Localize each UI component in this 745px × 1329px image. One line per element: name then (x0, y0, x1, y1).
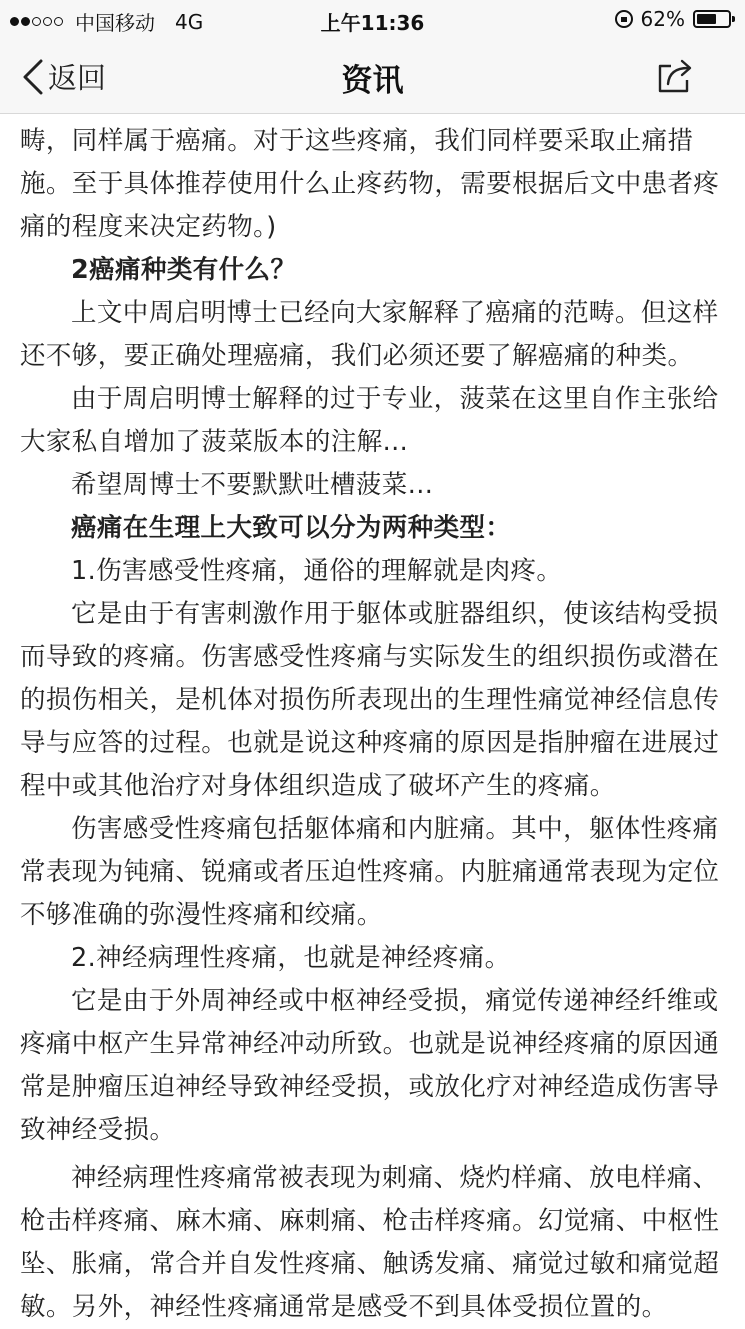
back-label: 返回 (48, 61, 107, 95)
battery-fill (697, 14, 716, 24)
article-paragraph: 上文中周启明博士已经向大家解释了癌痛的范畴。但这样还不够，要正确处理癌痛，我们必须还要了解癌痛的种类。 (20, 298, 719, 371)
status-right (615, 7, 731, 31)
carrier-name: 中国移动 (75, 11, 155, 35)
article-paragraph: 2.神经病理性疼痛，也就是神经疼痛。 (71, 943, 511, 973)
share-button[interactable] (657, 56, 695, 98)
article-paragraph: 它是由于外周神经或中枢神经受损，痛觉传递神经纤维或疼痛中枢产生异常神经冲动所致。也就是说神经疼痛的原因通常是肿瘤压迫神经导致神经受损，或放化疗对神经造成伤害导致神经受损。 (20, 986, 720, 1145)
article-paragraph: 希望周博士不要默默吐槽菠菜... (71, 470, 434, 500)
section-heading: 癌痛在生理上大致可以分为两种类型： (71, 513, 512, 543)
article-paragraph: 1.伤害感受性疼痛，通俗的理解就是肉疼。 (71, 556, 563, 586)
article-paragraph: 神经病理性疼痛常被表现为刺痛、烧灼样痛、放电样痛、枪击样疼痛、麻木痛、麻刺痛、枪击样疼痛。幻觉痛、中枢性坠、胀痛，常合并自发性疼痛、触诱发痛、痛觉过敏和痛觉超敏。另外，神经性疼痛通常是感受不到具体受损位置的。 (20, 1163, 720, 1322)
section-heading: 2癌痛种类有什么？ (71, 255, 297, 285)
battery-icon (693, 10, 731, 28)
page-title: 资讯 (341, 63, 404, 99)
share-icon (657, 56, 695, 94)
article-body (0, 114, 745, 1329)
status-time: 上午11:36 (320, 11, 425, 35)
network-type: 4G (175, 9, 204, 34)
rotation-lock-icon (615, 10, 633, 28)
article-paragraph: 它是由于有害刺激作用于躯体或脏器组织，使该结构受损而导致的疼痛。伤害感受性疼痛与实际发生的组织损伤或潜在的损伤相关，是机体对损伤所表现出的生理性痛觉神经信息传导与应答的过程。也就是说这种疼痛的原因是指肿瘤在进展过程中或其他治疗对身体组织造成了破坏产生的疼痛。 (20, 599, 720, 801)
article-paragraph: 伤害感受性疼痛包括躯体痛和内脏痛。其中，躯体性疼痛常表现为钝痛、锐痛或者压迫性疼痛。内脏痛通常表现为定位不够准确的弥漫性疼痛和绞痛。 (20, 814, 720, 930)
article-paragraph: 由于周启明博士解释的过于专业，菠菜在这里自作主张给大家私自增加了菠菜版本的注解... (20, 384, 719, 457)
article-paragraph: 畴，同样属于癌痛。对于这些疼痛，我们同样要采取止痛措施。至于具体推荐使用什么止疼药物，需要根据后文中患者疼痛的程度来决定药物。) (20, 126, 720, 242)
battery-percent: 62% (640, 7, 685, 31)
nav-bar (0, 38, 745, 114)
status-bar (0, 0, 745, 38)
